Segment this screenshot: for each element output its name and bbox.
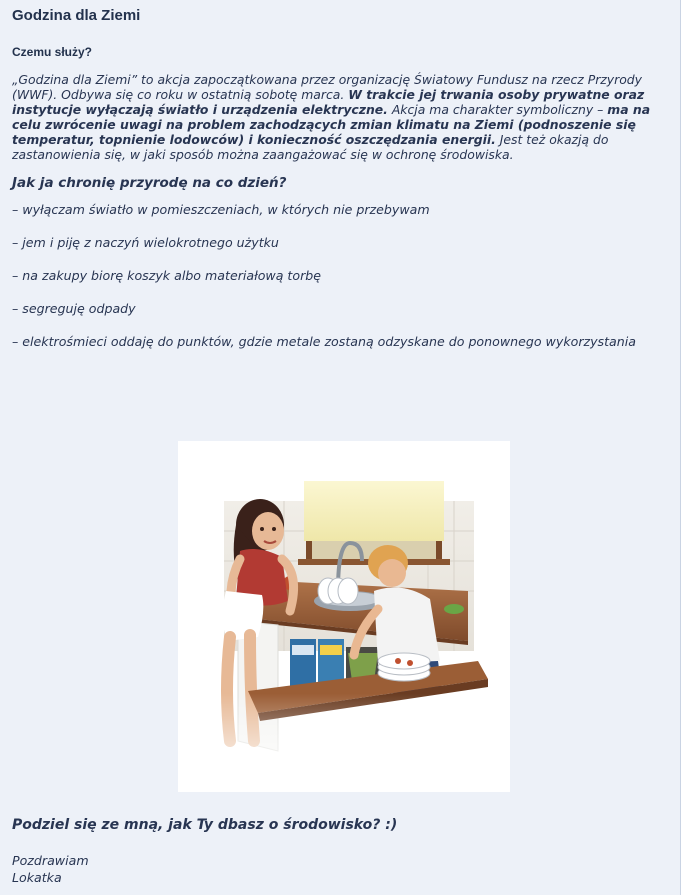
kitchen-illustration-svg <box>178 441 510 792</box>
list-item: – na zakupy biorę koszyk albo materiałową torbę <box>12 268 321 283</box>
intro-text-1: „Godzina dla Ziemi” to akcja zapoczątkowana przez organizację Światowy Fundusz na rzecz Przyrody (WWF). Odbywa się co roku w ostatnią sobotę marca. <box>12 72 643 102</box>
share-question: Podziel się ze mną, jak Ty dbasz o środowisko? :) <box>12 817 398 833</box>
signature-block <box>12 852 89 886</box>
intro-text-2: W trakcie jej trwania osoby prywatne oraz instytucje wyłączają światło i urządzenia elektryczne. <box>12 87 645 117</box>
intro-text-3: Akcja ma charakter symboliczny – <box>387 102 608 117</box>
kitchen-illustration <box>178 441 510 792</box>
post-title: Godzina dla Ziemi <box>12 7 141 24</box>
tips-list <box>12 202 672 349</box>
section-heading: Jak ja chronię przyrodę na co dzień? <box>12 175 287 191</box>
page-border <box>680 0 692 895</box>
list-item: – segreguję odpady <box>12 301 136 316</box>
intro-text-5: Jest też okazją do zastanowienia się, w jaki sposób można zaangażować się w ochronę środowiska. <box>12 132 609 162</box>
list-item: – elektrośmieci oddaję do punktów, gdzie metale zostaną odzyskane do ponownego wykorzystania <box>12 334 636 349</box>
intro-text-4: ma na celu zwrócenie uwagi na problem zachodzących zmian klimatu na Ziemi (podnoszenie się temperatur, topnienie lodowców) i konieczność oszczędzania energii. <box>12 102 651 147</box>
author-name: Lokatka <box>12 870 62 885</box>
post-subtitle: Czemu służy? <box>12 45 93 59</box>
intro-paragraph <box>12 72 672 162</box>
list-item: – jem i piję z naczyń wielokrotnego użytku <box>12 235 279 250</box>
list-item: – wyłączam światło w pomieszczeniach, w których nie przebywam <box>12 202 430 217</box>
greeting-text: Pozdrawiam <box>12 853 89 868</box>
